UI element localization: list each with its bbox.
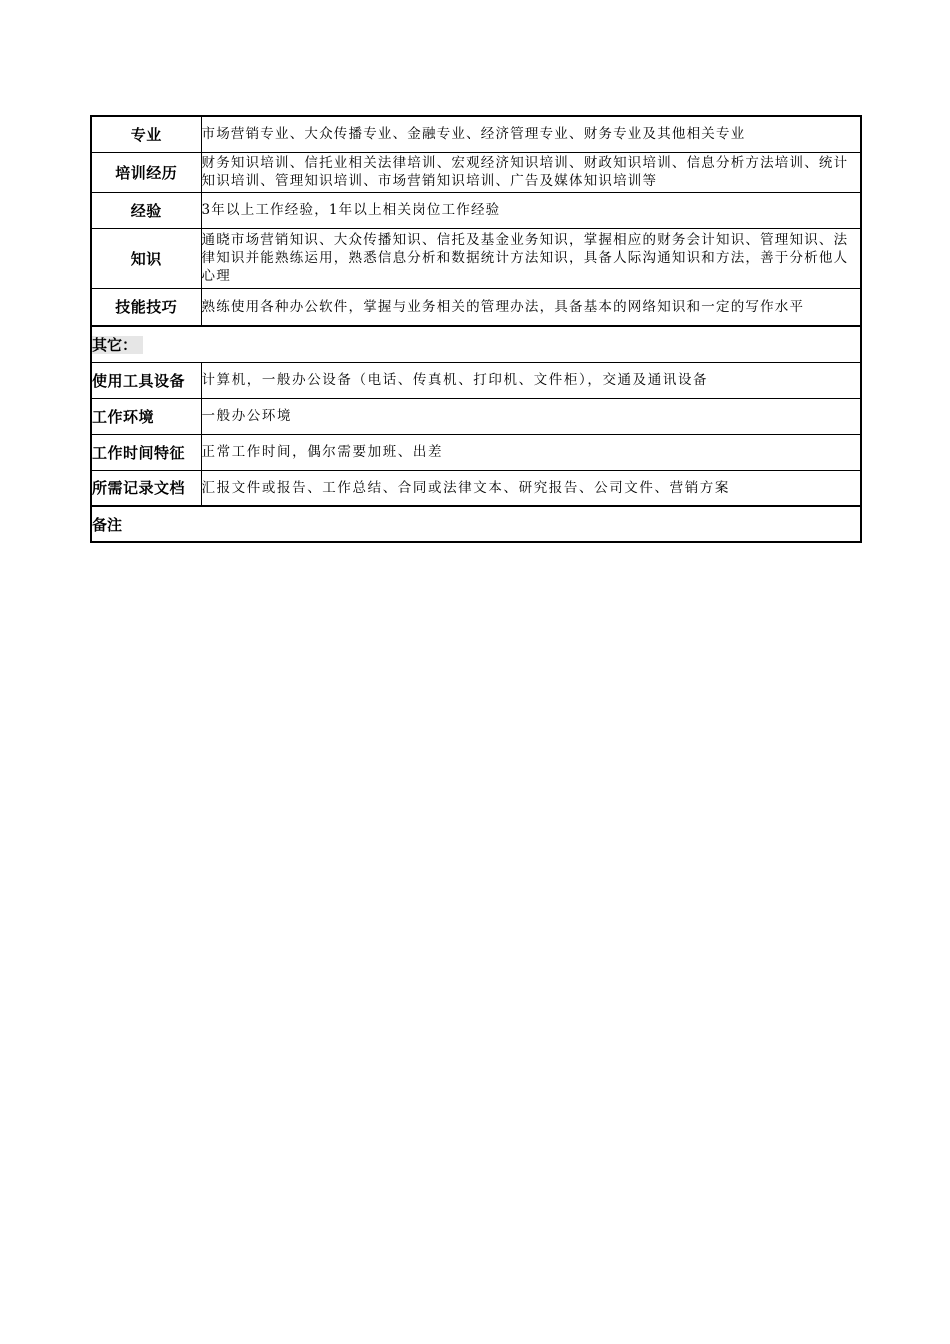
section-header-other [91, 326, 861, 362]
table-row [91, 470, 861, 506]
table-row [91, 362, 861, 398]
table-row [91, 192, 861, 228]
row-label-environment: 工作环境 [91, 398, 201, 434]
row-label-experience: 经验 [91, 192, 201, 228]
table-row [91, 228, 861, 288]
row-value-training: 财务知识培训、信托业相关法律培训、宏观经济知识培训、财政知识培训、信息分析方法培训、统计知识培训、管理知识培训、市场营销知识培训、广告及媒体知识培训等 [201, 152, 861, 192]
row-label-major: 专业 [91, 116, 201, 152]
section-title-remarks: 备注 [91, 506, 861, 542]
row-label-knowledge: 知识 [91, 228, 201, 288]
row-value-major: 市场营销专业、大众传播专业、金融专业、经济管理专业、财务专业及其他相关专业 [201, 116, 861, 152]
section-title-other: 其它： [92, 336, 143, 354]
job-requirements-table [90, 115, 862, 543]
row-value-knowledge: 通晓市场营销知识、大众传播知识、信托及基金业务知识，掌握相应的财务会计知识、管理知识、法律知识并能熟练运用，熟悉信息分析和数据统计方法知识，具备人际沟通知识和方法，善于分析他人心理 [201, 228, 861, 288]
row-label-training: 培训经历 [91, 152, 201, 192]
row-value-work-hours: 正常工作时间，偶尔需要加班、出差 [201, 434, 861, 470]
table-row [91, 288, 861, 326]
row-value-experience: 3年以上工作经验，1年以上相关岗位工作经验 [201, 192, 861, 228]
row-value-skills: 熟练使用各种办公软件，掌握与业务相关的管理办法，具备基本的网络知识和一定的写作水平 [201, 288, 861, 326]
table-row [91, 116, 861, 152]
row-value-tools: 计算机，一般办公设备（电话、传真机、打印机、文件柜），交通及通讯设备 [201, 362, 861, 398]
table-row [91, 152, 861, 192]
row-label-skills: 技能技巧 [91, 288, 201, 326]
row-value-documents: 汇报文件或报告、工作总结、合同或法律文本、研究报告、公司文件、营销方案 [201, 470, 861, 506]
section-header-remarks [91, 506, 861, 542]
row-label-work-hours: 工作时间特征 [91, 434, 201, 470]
row-label-documents: 所需记录文档 [91, 470, 201, 506]
row-label-tools: 使用工具设备 [91, 362, 201, 398]
table-row [91, 434, 861, 470]
table-row [91, 398, 861, 434]
row-value-environment: 一般办公环境 [201, 398, 861, 434]
